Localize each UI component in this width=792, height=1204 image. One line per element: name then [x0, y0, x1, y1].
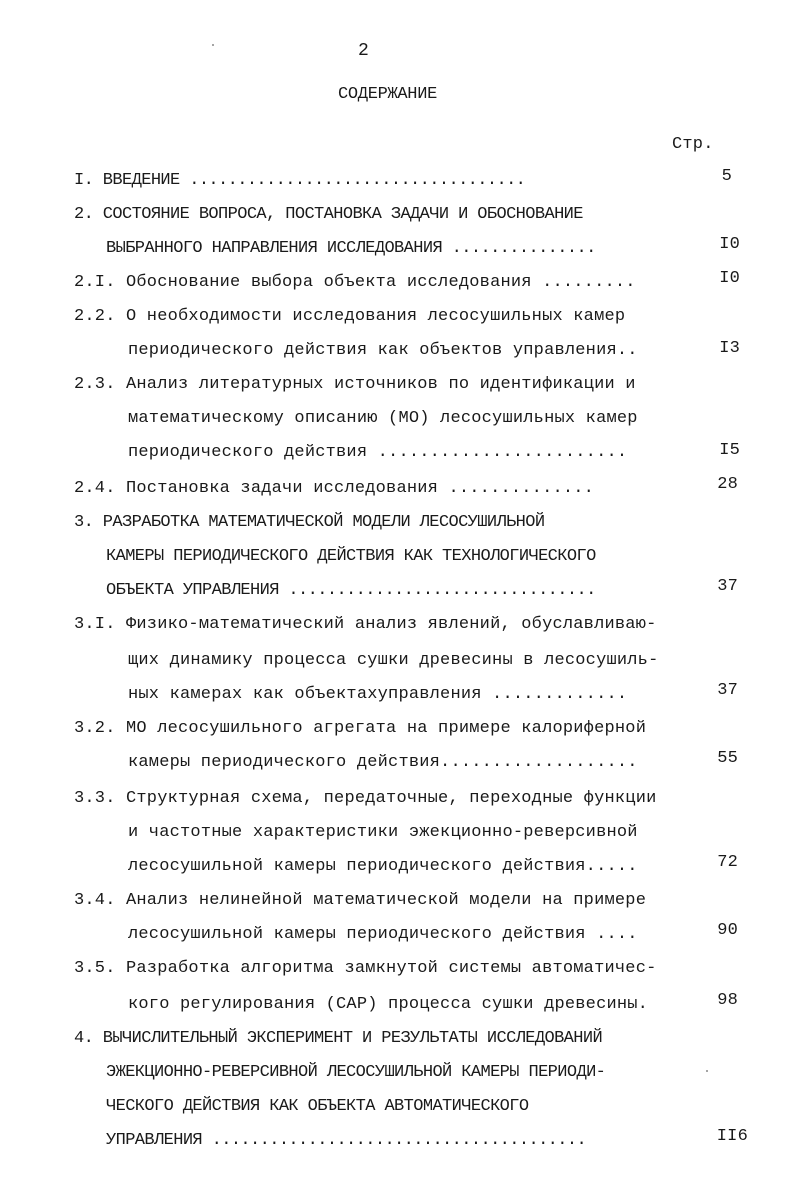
toc-page: 55	[717, 749, 738, 768]
toc-page: 5	[721, 167, 732, 186]
toc-line: ЧЕСКОГО ДЕЙСТВИЯ КАК ОБЪЕКТА АВТОМАТИЧЕСКОГО	[106, 1097, 529, 1116]
toc-line: КАМЕРЫ ПЕРИОДИЧЕСКОГО ДЕЙСТВИЯ КАК ТЕХНОЛОГИЧЕСКОГО	[106, 547, 596, 566]
page-title: СОДЕРЖАНИЕ	[338, 85, 438, 104]
toc-page: 72	[717, 853, 738, 872]
toc-line: 2.I. Обоснование выбора объекта исследования .........	[74, 273, 636, 292]
toc-page: I5	[719, 441, 740, 460]
toc-line: кого регулирования (САР) процесса сушки древесины.	[128, 995, 649, 1014]
toc-page: 98	[717, 991, 738, 1010]
toc-line: 3.3. Структурная схема, передаточные, переходные функции	[74, 789, 657, 808]
toc-page: I0	[719, 235, 740, 254]
toc-line: лесосушильной камеры периодического действия ....	[128, 925, 638, 944]
toc-line: 2.2. О необходимости исследования лесосушильных камер	[74, 307, 626, 326]
toc-line: ЭЖЕКЦИОННО-РЕВЕРСИВНОЙ ЛЕСОСУШИЛЬНОЙ КАМЕРЫ ПЕРИОДИ-	[106, 1063, 606, 1082]
toc-line: 3. РАЗРАБОТКА МАТЕМАТИЧЕСКОЙ МОДЕЛИ ЛЕСОСУШИЛЬНОЙ	[74, 513, 545, 532]
toc-page: I3	[719, 339, 740, 358]
toc-line: ОБЪЕКТА УПРАВЛЕНИЯ ................................	[106, 581, 596, 600]
toc-line: 3.I. Физико-математический анализ явлений, обуславливаю-	[74, 615, 657, 634]
toc-page: II6	[716, 1127, 748, 1146]
toc-line: 2. СОСТОЯНИЕ ВОПРОСА, ПОСТАНОВКА ЗАДАЧИ И ОБОСНОВАНИЕ	[74, 205, 583, 224]
toc-line: 4. ВЫЧИСЛИТЕЛЬНЫЙ ЭКСПЕРИМЕНТ И РЕЗУЛЬТАТЫ ИССЛЕДОВАНИЙ	[74, 1029, 603, 1048]
toc-line: камеры периодического действия...................	[128, 753, 638, 772]
toc-line: лесосушильной камеры периодического действия.....	[128, 857, 638, 876]
toc-line: 2.3. Анализ литературных источников по идентификации и	[74, 375, 636, 394]
scan-speck	[212, 44, 214, 46]
toc-line: периодического действия ........................	[128, 443, 628, 462]
toc-line: математическому описанию (МО) лесосушильных камер	[128, 409, 638, 428]
toc-line: ВЫБРАННОГО НАПРАВЛЕНИЯ ИССЛЕДОВАНИЯ ...............	[106, 239, 596, 258]
toc-line: ных камерах как объектахуправления .............	[128, 685, 628, 704]
page-column-label: Стр.	[672, 135, 714, 154]
toc-page: 90	[717, 921, 738, 940]
toc-line: и частотные характеристики эжекционно-реверсивной	[128, 823, 638, 842]
toc-line: I. ВВЕДЕНИЕ ...................................	[74, 171, 526, 190]
page-number: 2	[358, 41, 370, 61]
toc-line: периодического действия как объектов управления..	[128, 341, 638, 360]
toc-page: 37	[717, 681, 738, 700]
toc-line: 3.2. МО лесосушильного агрегата на примере калориферной	[74, 719, 647, 738]
toc-page: 28	[717, 475, 738, 494]
toc-page: 37	[717, 577, 738, 596]
scan-speck	[706, 1070, 708, 1072]
toc-page: I0	[719, 269, 740, 288]
toc-line: 3.4. Анализ нелинейной математической модели на примере	[74, 891, 647, 910]
toc-line: 3.5. Разработка алгоритма замкнутой системы автоматичес-	[74, 959, 657, 978]
toc-line: 2.4. Постановка задачи исследования ..............	[74, 479, 595, 498]
toc-line: щих динамику процесса сушки древесины в лесосушиль-	[128, 651, 659, 670]
toc-line: УПРАВЛЕНИЯ .......................................	[106, 1131, 587, 1150]
